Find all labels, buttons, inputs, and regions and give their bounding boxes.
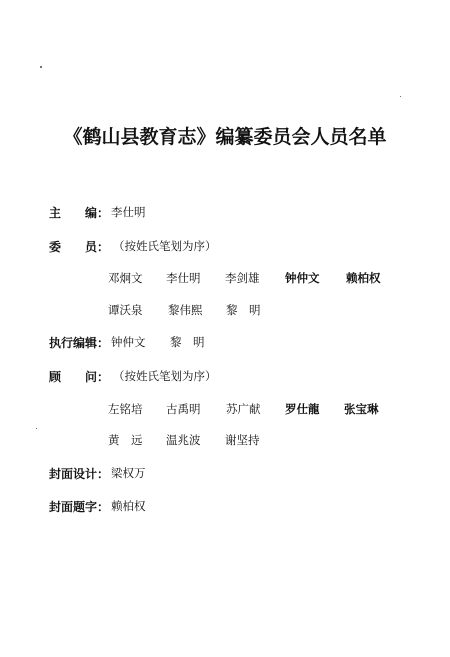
- committee-label: 委 员：: [49, 240, 110, 254]
- scan-speck: [400, 96, 401, 97]
- committee-member: 黎 明: [226, 303, 261, 317]
- cover-design-name: 梁权万: [111, 466, 146, 480]
- page-title: 《鹤山县教育志》编纂委员会人员名单: [63, 126, 387, 148]
- cover-design-label: 封面设计：: [49, 467, 110, 481]
- chief-editor-name: 李仕明: [111, 205, 146, 219]
- committee-member: 邓炯文: [108, 271, 143, 285]
- cover-calligraphy-label: 封面题字：: [49, 500, 110, 514]
- committee-member: 李仕明: [166, 271, 201, 285]
- advisor: 温兆波: [166, 433, 201, 447]
- scan-speck: [40, 66, 42, 68]
- advisor: 罗仕龍: [285, 402, 320, 416]
- committee-order-note: （按姓氏笔划为序）: [113, 239, 217, 253]
- executive-editor-label: 执行编辑：: [49, 336, 110, 350]
- committee-member: 赖柏权: [346, 271, 381, 285]
- advisor: 张宝琳: [344, 402, 379, 416]
- committee-member: 谭沃泉: [108, 303, 143, 317]
- committee-member: 钟仲文: [285, 271, 320, 285]
- committee-member: 李剑雄: [225, 271, 260, 285]
- advisors-label: 顾 问：: [49, 370, 110, 384]
- advisor: 苏广献: [226, 402, 261, 416]
- advisor: 黄 远: [108, 433, 143, 447]
- cover-calligraphy-name: 赖柏权: [111, 499, 146, 513]
- executive-editor-name: 黎 明: [170, 335, 205, 349]
- committee-member: 黎伟熙: [168, 303, 203, 317]
- chief-editor-label: 主 编：: [49, 206, 110, 220]
- advisor: 谢坚持: [225, 433, 260, 447]
- scan-speck: [36, 428, 37, 429]
- advisor: 左铭培: [108, 402, 143, 416]
- advisors-order-note: （按姓氏笔划为序）: [113, 369, 217, 383]
- advisor: 古禹明: [166, 402, 201, 416]
- executive-editor-name: 钟仲文: [111, 335, 146, 349]
